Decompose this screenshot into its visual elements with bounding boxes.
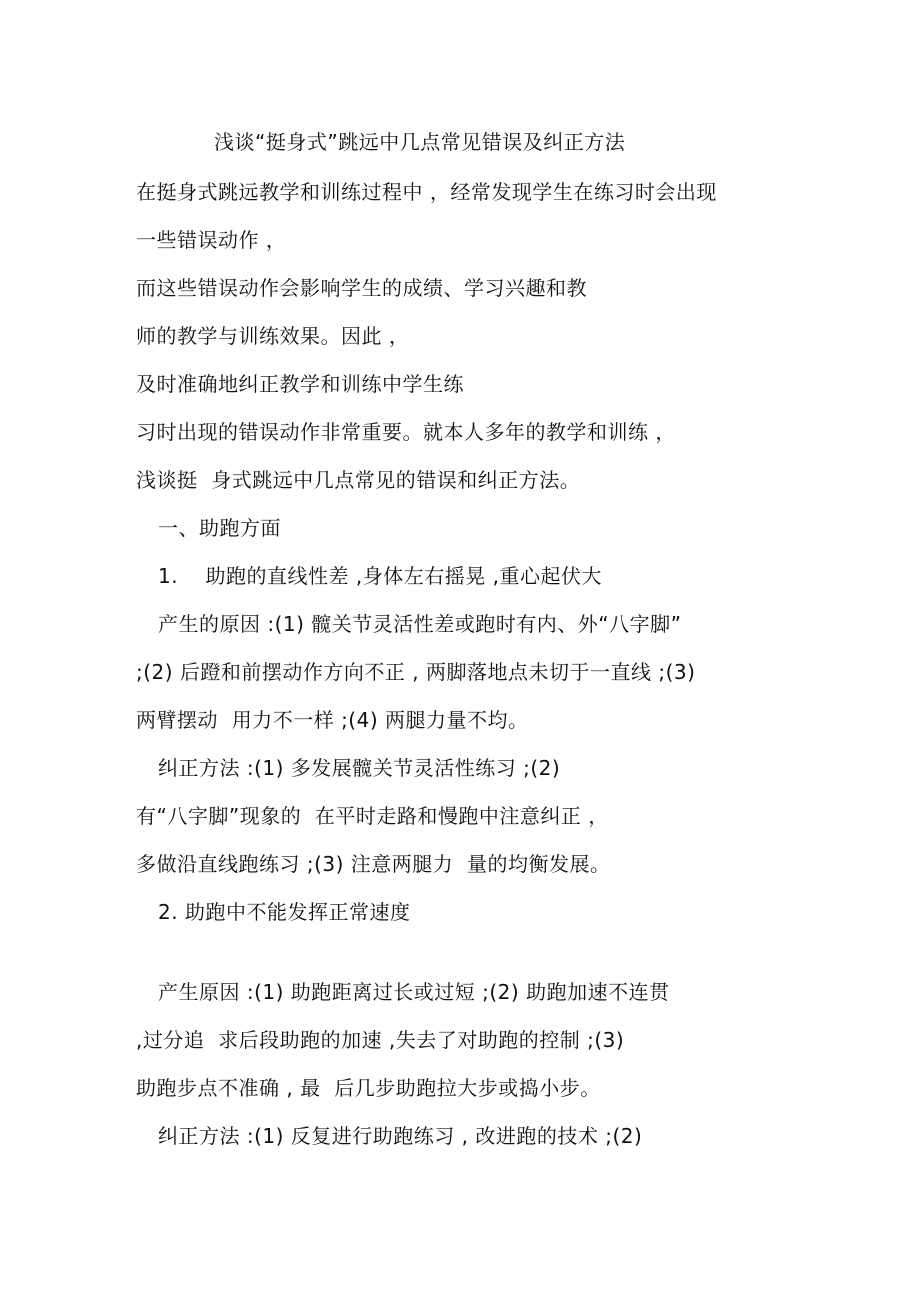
paragraph-line: 习时出现的错误动作非常重要。就本人多年的教学和训练 ， <box>136 420 676 444</box>
paragraph-line: 产生原因 :(1) 助跑距离过长或过短 ;(2) 助跑加速不连贯 <box>158 980 670 1004</box>
paragraph-line: 及时准确地纠正教学和训练中学生练 <box>136 372 464 396</box>
paragraph-line: 一些错误动作 ， <box>136 228 287 252</box>
paragraph-line: ,过分追 求后段助跑的加速 ,失去了对助跑的控制 ;(3) <box>136 1028 625 1052</box>
paragraph-line: 而这些错误动作会影响学生的成绩、学习兴趣和教 <box>136 276 587 300</box>
paragraph-line: 两臂摆动 用力不一样 ;(4) 两腿力量不均。 <box>136 708 529 732</box>
paragraph-line: 助跑步点不准确 , 最 后几步助跑拉大步或捣小步。 <box>136 1076 601 1100</box>
paragraph-line: 师的教学与训练效果。因此 ， <box>136 324 410 348</box>
subsection-heading: 1. 助跑的直线性差 ,身体左右摇晃 ,重心起伏大 <box>158 564 602 588</box>
paragraph-line: 纠正方法 :(1) 多发展髋关节灵活性练习 ;(2) <box>158 756 561 780</box>
document-title: 浅谈“挺身式”跳远中几点常见错误及纠正方法 <box>214 130 626 154</box>
paragraph-line: 产生的原因 :(1) 髋关节灵活性差或跑时有内、外“八字脚” <box>158 612 682 636</box>
section-heading: 一、助跑方面 <box>158 516 281 540</box>
paragraph-line: 浅谈挺 身式跳远中几点常见的错误和纠正方法。 <box>136 468 581 492</box>
paragraph-line: 有“八字脚”现象的 在平时走路和慢跑中注意纠正 ， <box>136 804 609 828</box>
paragraph-line: 在挺身式跳远教学和训练过程中 ，经常发现学生在练习时会出现 <box>136 180 717 204</box>
subsection-heading: 2. 助跑中不能发挥正常速度 <box>158 900 411 924</box>
paragraph-line: 纠正方法 :(1) 反复进行助跑练习 , 改进跑的技术 ;(2) <box>158 1124 643 1148</box>
paragraph-line: 多做沿直线跑练习 ;(3) 注意两腿力 量的均衡发展。 <box>136 852 611 876</box>
paragraph-line: ;(2) 后蹬和前摆动作方向不正 , 两脚落地点未切于一直线 ;(3) <box>136 660 696 684</box>
